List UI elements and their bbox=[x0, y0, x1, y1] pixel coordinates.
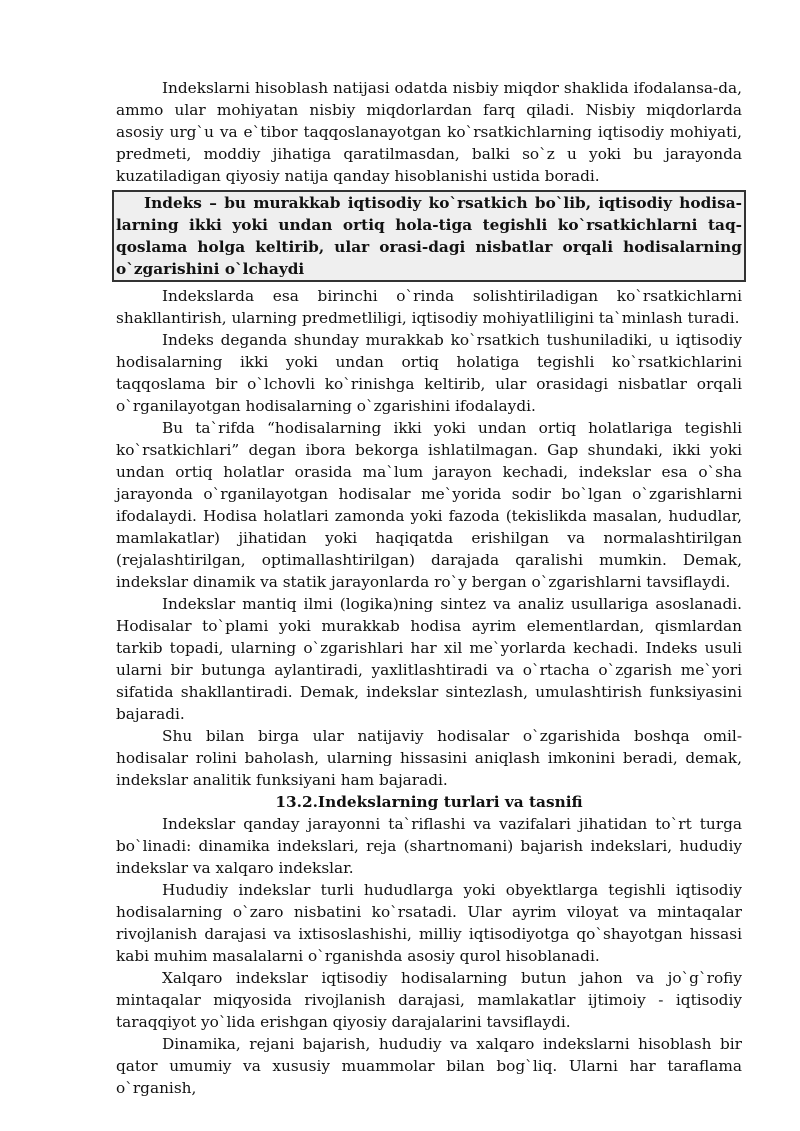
paragraph-5: Indekslar mantiq ilmi (logika)ning sintez va analiz usullariga asoslanadi. Hodisalar to`plami yoki murakkab hodisa ayrim elementlardan, qismlardan tarkib topadi, ularning o`zgarishlari har xil me`yorlarda kechadi. Indeks usuli ularni bir butunga aylantiradi, yaxlitlashtiradi va o`rtacha o`zgarish me`yori sifatida shakllantiradi. Demak, indekslar sintezlash, umulashtirish funksiyasini bajaradi. bbox=[116, 595, 742, 723]
definition-box bbox=[112, 190, 746, 282]
paragraph-7: Indekslar qanday jarayonni ta`riflashi va vazifalari jihatidan to`rt turga bo`linadi: dinamika indekslari, reja (shartnomani) bajarish indekslari, hududiy indekslar va xalqaro indekslar. bbox=[116, 815, 742, 877]
document-page bbox=[116, 77, 742, 1099]
paragraph-3: Indeks deganda shunday murakkab ko`rsatkich tushuniladiki, u iqtisodiy hodisalarning ikki yoki undan ortiq holatiga tegishli ko`rsatkichlarini taqqoslama bir o`lchovli ko`rinishga keltirib, ular orasidagi nisbatlar orqali o`rganilayotgan hodisalarning o`zgarishini ifodalaydi. bbox=[116, 331, 742, 415]
paragraph-2: Indekslarda esa birinchi o`rinda solishtiriladigan ko`rsatkichlarni shakllantirish, ularning predmetliligi, iqtisodiy mohiyatliligini ta`minlash turadi. bbox=[116, 287, 742, 327]
paragraph-6: Shu bilan birga ular natijaviy hodisalar o`zgarishida boshqa omil-hodisalar rolini baholash, ularning hissasini aniqlash imkonini beradi, demak, indekslar analitik funksiyani ham bajaradi. bbox=[116, 727, 742, 789]
paragraph-10: Dinamika, rejani bajarish, hududiy va xalqaro indekslarni hisoblash bir qator umumiy va xususiy muammolar bilan bog`liq. Ularni har taraflama o`rganish, bbox=[116, 1035, 742, 1097]
paragraph-4: Bu ta`rifda “hodisalarning ikki yoki undan ortiq holatlariga tegishli ko`rsatkichlari” degan ibora bekorga ishlatilmagan. Gap shundaki, ikki yoki undan ortiq holatlar orasida ma`lum jarayon kechadi, indekslar esa o`sha jarayonda o`rganilayotgan hodisalar me`yorida sodir bo`lgan o`zgarishlarni ifodalaydi. Hodisa holatlari zamonda yoki fazoda (tekislikda masalan, hududlar, mamlakatlar) jihatidan yoki haqiqatda erishilgan va normalashtirilgan (rejalashtirilgan, optimallashtirilgan) darajada qaralishi mumkin. Demak, indekslar dinamik va statik jarayonlarda ro`y bergan o`zgarishlarni tavsiflaydi. bbox=[116, 419, 742, 591]
section-heading: 13.2.Indekslarning turlari va tasnifi bbox=[275, 793, 583, 811]
paragraph-8: Hududiy indekslar turli hududlarga yoki obyektlarga tegishli iqtisodiy hodisalarning o`zaro nisbatini ko`rsatadi. Ular ayrim viloyat va mintaqalar rivojlanish darajasi va ixtisoslashishi, milliy iqtisodiyotga qo`shayotgan hissasi kabi muhim masalalarni o`rganishda asosiy qurol hisoblanadi. bbox=[116, 881, 742, 965]
definition-text: Indeks – bu murakkab iqtisodiy ko`rsatkich bo`lib, iqtisodiy hodisa-larning ikki yoki undan ortiq hola-tiga tegishli ko`rsatkichlarni taq-qoslama holga keltirib, ular orasi-dagi nisbatlar orqali hodisalarning o`zgarishini o`lchaydi bbox=[116, 194, 742, 278]
paragraph-9: Xalqaro indekslar iqtisodiy hodisalarning butun jahon va jo`g`rofiy mintaqalar miqyosida rivojlanish darajasi, mamlakatlar ijtimoiy - iqtisodiy taraqqiyot yo`lida erishgan qiyosiy darajalarini tavsiflaydi. bbox=[116, 969, 742, 1031]
paragraph-1: Indekslarni hisoblash natijasi odatda nisbiy miqdor shaklida ifodalansa-da, ammo ular mohiyatan nisbiy miqdorlardan farq qiladi. Nisbiy miqdorlarda asosiy urg`u va e`tibor taqqoslanayotgan ko`rsatkichlarning iqtisodiy mohiyati, predmeti, moddiy jihatiga qaratilmasdan, balki so`z u yoki bu jarayonda kuzatiladigan qiyosiy natija qanday hisoblanishi ustida boradi. bbox=[116, 79, 742, 185]
